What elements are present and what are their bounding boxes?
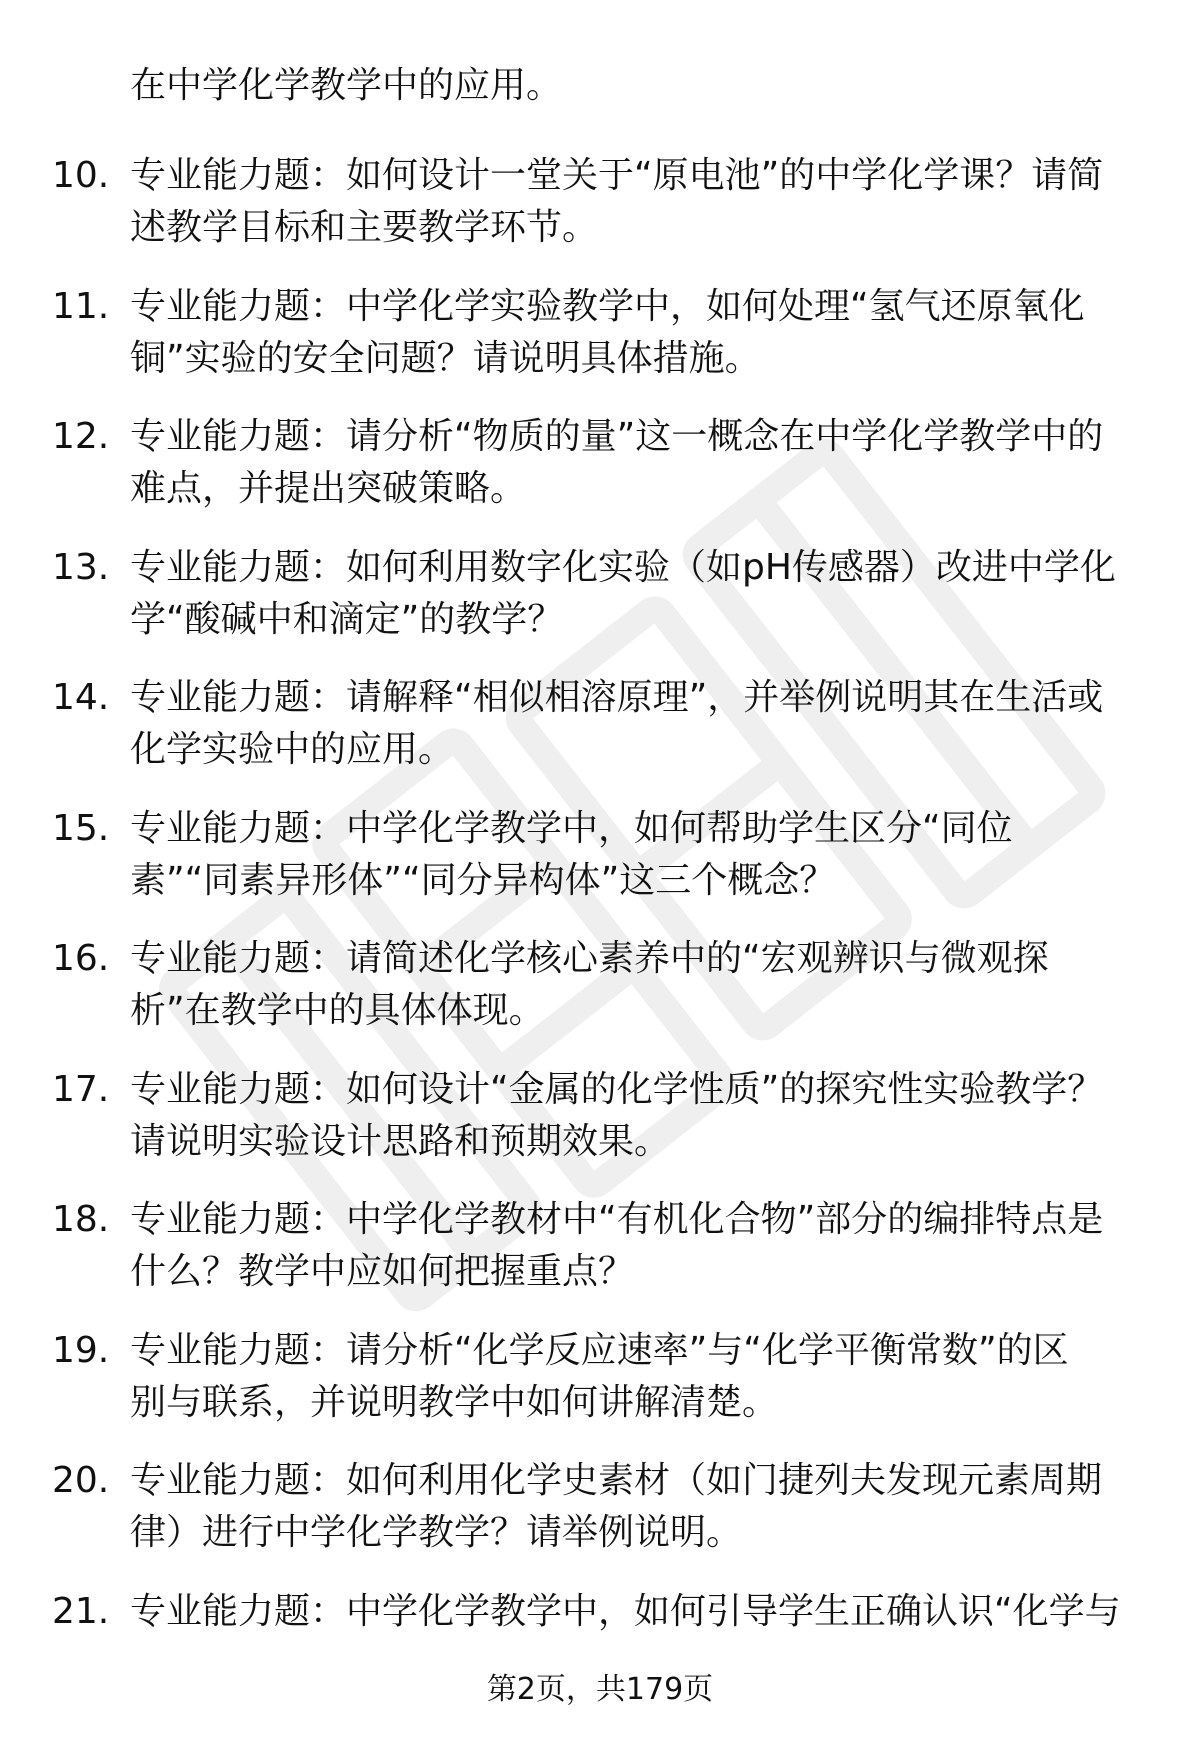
question-line: 专业能力题：请分析“物质的量”这一概念在中学化学教学中的: [130, 416, 1104, 457]
question-line: 什么？教学中应如何把握重点？: [130, 1251, 635, 1292]
question-line: 专业能力题：如何利用数字化实验（如pH传感器）改进中学化: [130, 546, 1116, 588]
question-item: [0, 1064, 1200, 1195]
question-text: [130, 672, 1140, 776]
question-line: 析”在教学中的具体体现。: [130, 990, 545, 1031]
question-number: 20.: [52, 1460, 110, 1501]
question-line: 专业能力题：如何利用化学史素材（如门捷列夫发现元素周期: [130, 1460, 1103, 1501]
question-number: 17.: [52, 1068, 110, 1110]
page-footer: 第2页，共179页: [486, 1672, 714, 1707]
question-number: 19.: [52, 1329, 110, 1371]
question-number: 13.: [52, 546, 110, 588]
question-text: [130, 1064, 1140, 1168]
question-line: 专业能力题：请简述化学核心素养中的“宏观辨识与微观探: [130, 938, 1049, 979]
question-number: 18.: [52, 1199, 110, 1240]
question-text: [130, 542, 1140, 646]
question-item: [0, 150, 1200, 281]
question-line: 述教学目标和主要教学环节。: [130, 207, 599, 248]
question-line: 专业能力题：如何设计“金属的化学性质”的探究性实验教学？: [130, 1068, 1104, 1110]
question-line: 难点，并提出突破策略。: [130, 468, 527, 509]
question-line: 别与联系，并说明教学中如何讲解清楚。: [130, 1381, 779, 1423]
question-number: 11.: [52, 285, 110, 327]
question-text: [130, 933, 1140, 1037]
question-text: [130, 1325, 1140, 1429]
question-line: 专业能力题：如何设计一堂关于“原电池”的中学化学课？请简: [130, 155, 1104, 196]
question-text: [130, 1455, 1140, 1559]
question-text: [130, 150, 1140, 254]
question-item: [0, 933, 1200, 1064]
question-item: [0, 1325, 1200, 1456]
question-text: [130, 803, 1140, 907]
question-text: [130, 1586, 1140, 1638]
question-item: [0, 281, 1200, 412]
question-item: [0, 803, 1200, 934]
question-number: 16.: [52, 938, 110, 979]
question-item: [0, 542, 1200, 673]
question-number: 21.: [52, 1590, 110, 1632]
question-line: 专业能力题：中学化学教材中“有机化合物”部分的编排特点是: [130, 1199, 1104, 1240]
question-text: [130, 1194, 1140, 1298]
question-list: [0, 150, 1200, 1716]
question-number: 10.: [52, 155, 110, 196]
question-line: 化学实验中的应用。: [130, 729, 455, 770]
question-line: 学“酸碱中和滴定”的教学？: [130, 598, 564, 640]
question-line: 专业能力题：请解释“相似相溶原理”，并举例说明其在生活或: [130, 677, 1104, 718]
question-line: 专业能力题：中学化学教学中，如何引导学生正确认识“化学与: [130, 1590, 1121, 1632]
question-text: [130, 281, 1140, 385]
question-item: [0, 1194, 1200, 1325]
question-text: [130, 411, 1140, 515]
question-line: 铜”实验的安全问题？请说明具体措施。: [130, 337, 761, 379]
question-number: 14.: [52, 677, 110, 718]
question-item: [0, 672, 1200, 803]
question-number: 15.: [52, 807, 110, 849]
question-item: [0, 411, 1200, 542]
question-line: 素”“同素异形体”“同分异构体”这三个概念？: [130, 859, 836, 901]
question-number: 12.: [52, 416, 110, 457]
question-line: 专业能力题：请分析“化学反应速率”与“化学平衡常数”的区: [130, 1329, 1069, 1371]
continuation-line: 在中学化学教学中的应用。: [130, 65, 563, 106]
question-line: 律）进行中学化学教学？请举例说明。: [130, 1512, 743, 1553]
question-line: 专业能力题：中学化学实验教学中，如何处理“氢气还原氧化: [130, 285, 1085, 327]
question-line: 请说明实验设计思路和预期效果。: [130, 1120, 671, 1162]
question-item: [0, 1455, 1200, 1586]
question-line: 专业能力题：中学化学教学中，如何帮助学生区分“同位: [130, 807, 1013, 849]
